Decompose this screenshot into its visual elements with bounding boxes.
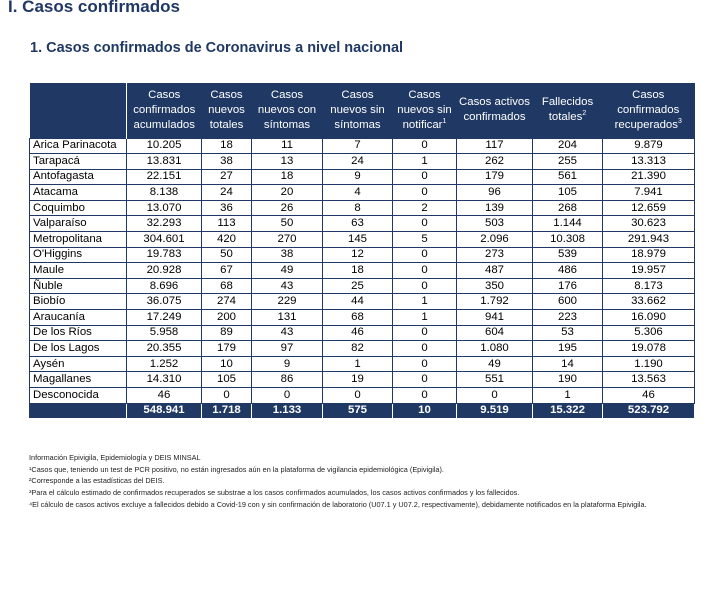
table-cell: 96 — [457, 185, 533, 201]
table-cell: 20 — [252, 185, 323, 201]
table-cell: 117 — [457, 138, 533, 154]
table-row — [30, 341, 695, 357]
table-cell: 53 — [533, 325, 603, 341]
table-cell: 16.090 — [603, 310, 695, 326]
table-cell: 8.138 — [127, 185, 202, 201]
table-cell: 13.070 — [127, 200, 202, 216]
table-row — [30, 388, 695, 404]
table-row — [30, 232, 695, 248]
table-cell: 13.831 — [127, 154, 202, 170]
table-cell: 5 — [393, 232, 457, 248]
table-cell: 420 — [202, 232, 252, 248]
table-cell: 7 — [323, 138, 393, 154]
table-cell: 5.306 — [603, 325, 695, 341]
table-cell: 20.928 — [127, 263, 202, 279]
table-cell: 10 — [202, 356, 252, 372]
region-name: Coquimbo — [30, 200, 127, 216]
region-name: Desconocida — [30, 388, 127, 404]
table-cell: 86 — [252, 372, 323, 388]
table-cell: 46 — [323, 325, 393, 341]
table-cell: 18 — [252, 169, 323, 185]
table-cell: 38 — [202, 154, 252, 170]
region-name: O'Higgins — [30, 247, 127, 263]
table-cell: 0 — [393, 263, 457, 279]
table-cell: 604 — [457, 325, 533, 341]
table-cell: 1.190 — [603, 356, 695, 372]
table-cell: 204 — [533, 138, 603, 154]
table-cell: 0 — [393, 388, 457, 404]
table-row — [30, 278, 695, 294]
table-row — [30, 138, 695, 154]
table-cell: 50 — [252, 216, 323, 232]
column-header-label: Casos nuevos sin notificar — [397, 88, 452, 131]
region-name: Arica Parinacota — [30, 138, 127, 154]
table-cell: 67 — [202, 263, 252, 279]
table-cell: 2 — [393, 200, 457, 216]
total-cell: 575 — [323, 403, 393, 418]
table-cell: 8 — [323, 200, 393, 216]
region-name: Tarapacá — [30, 154, 127, 170]
footnote-marker: 2 — [582, 110, 587, 118]
table-cell: 1.252 — [127, 356, 202, 372]
total-cell: 523.792 — [603, 403, 695, 418]
column-header-label: Casos nuevos sin síntomas — [330, 88, 385, 131]
table-cell: 7.941 — [603, 185, 695, 201]
table-cell: 19.783 — [127, 247, 202, 263]
table-cell: 43 — [252, 325, 323, 341]
table-cell: 487 — [457, 263, 533, 279]
table-cell: 26 — [252, 200, 323, 216]
table-cell: 46 — [603, 388, 695, 404]
footnote: Información Epivigila, Epidemiología y DEIS MINSAL — [29, 453, 201, 462]
table-cell: 600 — [533, 294, 603, 310]
column-header — [202, 83, 252, 138]
table-cell: 0 — [393, 356, 457, 372]
region-name: De los Ríos — [30, 325, 127, 341]
table-cell: 539 — [533, 247, 603, 263]
table-cell: 131 — [252, 310, 323, 326]
column-header-label: Fallecidos totales — [541, 96, 594, 124]
region-name: Maule — [30, 263, 127, 279]
table-cell: 36.075 — [127, 294, 202, 310]
table-row — [30, 372, 695, 388]
table-cell: 200 — [202, 310, 252, 326]
table-cell: 97 — [252, 341, 323, 357]
table-cell: 82 — [323, 341, 393, 357]
table-cell: 1 — [393, 294, 457, 310]
table-cell: 0 — [252, 388, 323, 404]
table-cell: 1 — [393, 154, 457, 170]
header-corner — [30, 83, 127, 138]
footnote-marker: 3 — [677, 117, 682, 125]
table-cell: 190 — [533, 372, 603, 388]
region-name: Metropolitana — [30, 232, 127, 248]
table-cell: 49 — [457, 356, 533, 372]
table-cell: 291.943 — [603, 232, 695, 248]
table-cell: 22.151 — [127, 169, 202, 185]
column-header-label: Casos activos confirmados — [459, 96, 530, 124]
table-row — [30, 263, 695, 279]
table-cell: 68 — [202, 278, 252, 294]
table-cell: 18 — [323, 263, 393, 279]
footnote-marker: 1 — [442, 117, 447, 125]
table-row — [30, 169, 695, 185]
table-cell: 105 — [533, 185, 603, 201]
table-cell: 13 — [252, 154, 323, 170]
subsection-title: 1. Casos confirmados de Coronavirus a nivel nacional — [30, 40, 404, 56]
table-cell: 268 — [533, 200, 603, 216]
table-cell: 14 — [533, 356, 603, 372]
footnote: ²Corresponde a las estadísticas del DEIS. — [29, 476, 165, 486]
footnotes — [29, 452, 699, 511]
region-name: Antofagasta — [30, 169, 127, 185]
table-cell: 36 — [202, 200, 252, 216]
table-row — [30, 154, 695, 170]
total-cell: 15.322 — [533, 403, 603, 418]
table-cell: 0 — [393, 325, 457, 341]
table-cell: 262 — [457, 154, 533, 170]
total-cell: 9.519 — [457, 403, 533, 418]
table-cell: 20.355 — [127, 341, 202, 357]
table-cell: 63 — [323, 216, 393, 232]
table-cell: 1.792 — [457, 294, 533, 310]
table-cell: 49 — [252, 263, 323, 279]
table-cell: 113 — [202, 216, 252, 232]
table-row — [30, 325, 695, 341]
table-cell: 503 — [457, 216, 533, 232]
table-cell: 14.310 — [127, 372, 202, 388]
table-cell: 19.957 — [603, 263, 695, 279]
column-header-label: Casos confirmados recuperados — [614, 88, 680, 131]
table-cell: 561 — [533, 169, 603, 185]
table-cell: 304.601 — [127, 232, 202, 248]
table-cell: 105 — [202, 372, 252, 388]
footnote: ³Para el cálculo estimado de confirmados recuperados se substrae a los casos confirmados acumulados, los casos activos confirmados y los fallecidos. — [29, 488, 520, 498]
table-cell: 9 — [323, 169, 393, 185]
table-cell: 139 — [457, 200, 533, 216]
region-name: Valparaíso — [30, 216, 127, 232]
column-header — [603, 83, 695, 138]
column-header — [457, 83, 533, 138]
table-cell: 8.173 — [603, 278, 695, 294]
table-cell: 24 — [202, 185, 252, 201]
table-cell: 195 — [533, 341, 603, 357]
table-cell: 0 — [393, 278, 457, 294]
table-row — [30, 310, 695, 326]
table-cell: 4 — [323, 185, 393, 201]
table-cell: 0 — [393, 372, 457, 388]
table-cell: 19 — [323, 372, 393, 388]
table-row — [30, 294, 695, 310]
table-header — [30, 83, 695, 138]
table-cell: 8.696 — [127, 278, 202, 294]
region-name: Biobío — [30, 294, 127, 310]
table-cell: 486 — [533, 263, 603, 279]
column-header — [393, 83, 457, 138]
table-cell: 270 — [252, 232, 323, 248]
table-cell: 38 — [252, 247, 323, 263]
table-cell: 1 — [323, 356, 393, 372]
total-cell: 548.941 — [127, 403, 202, 418]
table-cell: 68 — [323, 310, 393, 326]
table-cell: 46 — [127, 388, 202, 404]
table-cell: 145 — [323, 232, 393, 248]
table-cell: 0 — [393, 185, 457, 201]
table-cell: 229 — [252, 294, 323, 310]
table-cell: 1.080 — [457, 341, 533, 357]
table-body — [30, 138, 695, 418]
table-cell: 12.659 — [603, 200, 695, 216]
region-name: Ñuble — [30, 278, 127, 294]
region-name: Atacama — [30, 185, 127, 201]
column-header-label: Casos confirmados acumulados — [133, 88, 196, 131]
table-cell: 255 — [533, 154, 603, 170]
table-cell: 0 — [393, 138, 457, 154]
footnote: ¹Casos que, teniendo un test de PCR positivo, no están ingresados aún en la plataforma de vigilancia epidemiológica (Epivigila). — [29, 464, 444, 474]
total-cell: 1.718 — [202, 403, 252, 418]
column-header — [323, 83, 393, 138]
table-cell: 0 — [323, 388, 393, 404]
table-cell: 17.249 — [127, 310, 202, 326]
table-cell: 43 — [252, 278, 323, 294]
table-cell: 179 — [202, 341, 252, 357]
table-cell: 13.313 — [603, 154, 695, 170]
table-cell: 10.308 — [533, 232, 603, 248]
total-cell: 1.133 — [252, 403, 323, 418]
table-cell: 10.205 — [127, 138, 202, 154]
table-row — [30, 247, 695, 263]
column-header-label: Casos nuevos con síntomas — [257, 88, 317, 131]
table-cell: 5.958 — [127, 325, 202, 341]
table-cell: 18.979 — [603, 247, 695, 263]
region-name: De los Lagos — [30, 341, 127, 357]
table-cell: 176 — [533, 278, 603, 294]
table-cell: 24 — [323, 154, 393, 170]
region-name: Aysén — [30, 356, 127, 372]
table-row — [30, 216, 695, 232]
region-name: Araucanía — [30, 310, 127, 326]
table-cell: 21.390 — [603, 169, 695, 185]
table-cell: 0 — [457, 388, 533, 404]
table-cell: 32.293 — [127, 216, 202, 232]
table-cell: 30.623 — [603, 216, 695, 232]
table-cell: 0 — [202, 388, 252, 404]
table-cell: 0 — [393, 169, 457, 185]
table-cell: 0 — [393, 216, 457, 232]
table-cell: 50 — [202, 247, 252, 263]
table-cell: 941 — [457, 310, 533, 326]
column-header-label: Casos nuevos totales — [208, 88, 245, 131]
table-cell: 0 — [393, 341, 457, 357]
table-cell: 179 — [457, 169, 533, 185]
table-cell: 89 — [202, 325, 252, 341]
total-cell: 10 — [393, 403, 457, 418]
table-row — [30, 200, 695, 216]
table-cell: 350 — [457, 278, 533, 294]
table-cell: 27 — [202, 169, 252, 185]
column-header — [533, 83, 603, 138]
table-cell: 44 — [323, 294, 393, 310]
table-cell: 223 — [533, 310, 603, 326]
column-header — [127, 83, 202, 138]
section-title: I. Casos confirmados — [8, 0, 180, 16]
cases-table — [29, 83, 695, 418]
table-row — [30, 356, 695, 372]
table-cell: 25 — [323, 278, 393, 294]
column-header — [252, 83, 323, 138]
footnote: ⁴El cálculo de casos activos excluye a fallecidos debido a Covid-19 con y sin confirmación de laboratorio (U07.1 y U07.2, respectivamente), debidamente notificados en la plataforma Epivigila. — [29, 499, 647, 509]
table-cell: 274 — [202, 294, 252, 310]
table-cell: 33.662 — [603, 294, 695, 310]
table-cell: 1.144 — [533, 216, 603, 232]
table-cell: 13.563 — [603, 372, 695, 388]
table-cell: 551 — [457, 372, 533, 388]
table-cell: 19.078 — [603, 341, 695, 357]
table-cell: 2.096 — [457, 232, 533, 248]
table-cell: 1 — [393, 310, 457, 326]
table-row — [30, 185, 695, 201]
totals-row — [30, 403, 695, 418]
table-cell: 9 — [252, 356, 323, 372]
table-cell: 11 — [252, 138, 323, 154]
table-cell: 1 — [533, 388, 603, 404]
table-cell: 12 — [323, 247, 393, 263]
table-cell: 18 — [202, 138, 252, 154]
table-cell: 273 — [457, 247, 533, 263]
region-name: Magallanes — [30, 372, 127, 388]
table-cell: 9.879 — [603, 138, 695, 154]
totals-label-cell — [30, 403, 127, 418]
table-cell: 0 — [393, 247, 457, 263]
